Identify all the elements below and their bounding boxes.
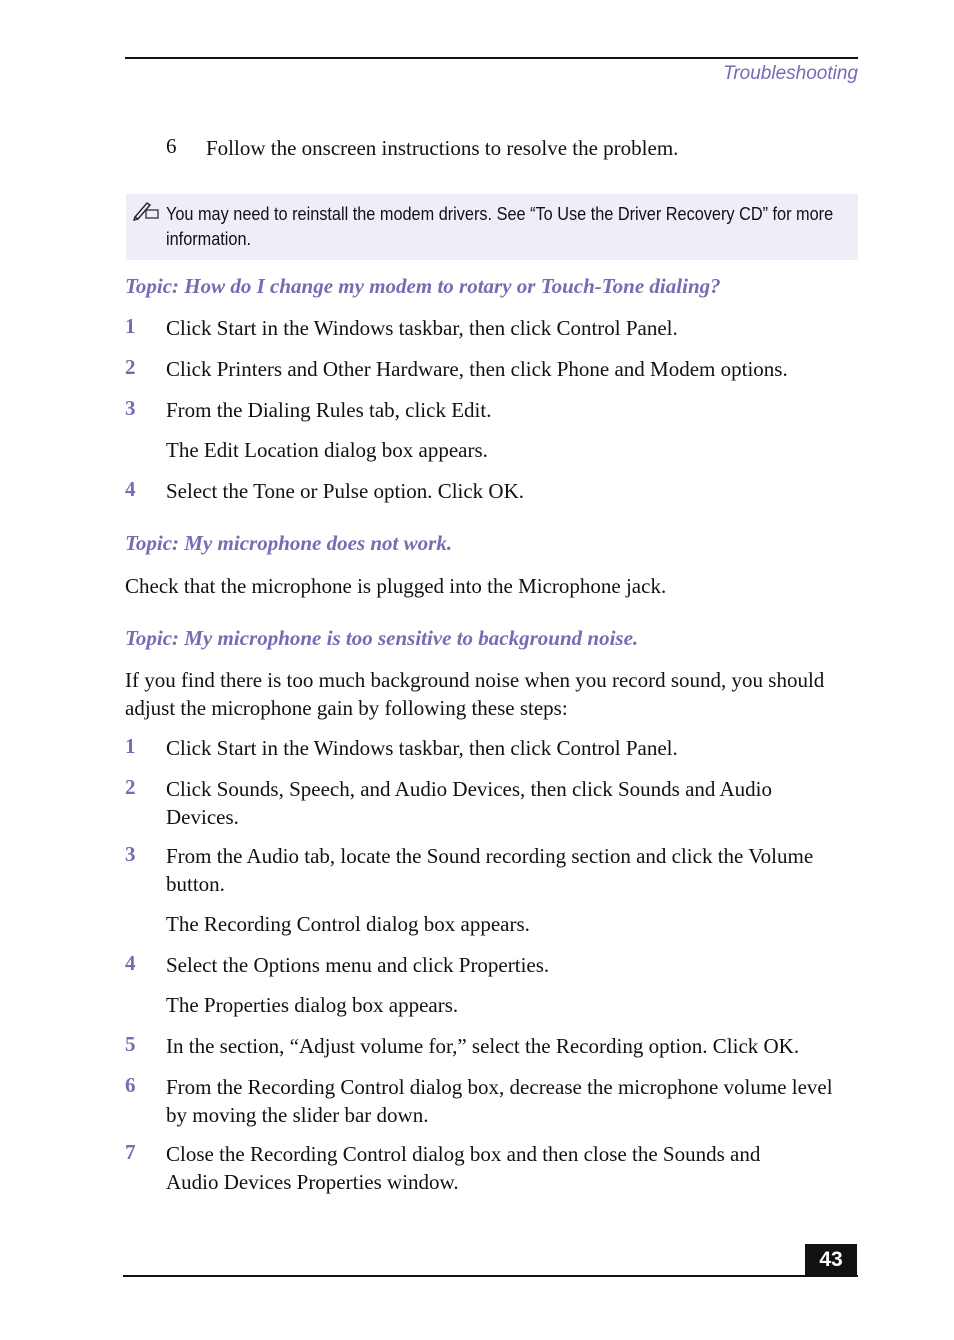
step-text: Click Sounds, Speech, and Audio Devices, then click Sounds and Audio Devices. xyxy=(166,777,773,829)
step-text: Select the Options menu and click Properties. xyxy=(166,953,550,977)
body-paragraph: Check that the microphone is plugged into the Microphone jack. xyxy=(125,574,667,598)
step-text: From the Recording Control dialog box, decrease the microphone volume level by moving the slider bar down. xyxy=(166,1075,833,1127)
step-followup: The Edit Location dialog box appears. xyxy=(166,438,488,462)
step-number: 3 xyxy=(125,396,136,420)
step-text: Click Start in the Windows taskbar, then click Control Panel. xyxy=(166,316,678,340)
step-number: 5 xyxy=(125,1032,136,1056)
step-number: 2 xyxy=(125,355,136,379)
footer-rule xyxy=(123,1275,858,1277)
intro-step-text: Follow the onscreen instructions to resolve the problem. xyxy=(206,136,679,160)
header-rule xyxy=(125,57,858,59)
step-text: In the section, “Adjust volume for,” select the Recording option. Click OK. xyxy=(166,1034,800,1058)
step-number: 7 xyxy=(125,1140,136,1164)
step-text: From the Audio tab, locate the Sound recording section and click the Volume button. xyxy=(166,844,814,896)
body-paragraph: If you find there is too much background noise when you record sound, you should adjust the microphone gain by following these steps: xyxy=(125,668,825,720)
header-title: Troubleshooting xyxy=(723,63,858,84)
step-number: 4 xyxy=(125,477,136,501)
topic-heading-microphone: Topic: My microphone does not work. xyxy=(125,531,453,555)
pencil-note-icon xyxy=(132,199,160,221)
topic-heading-noise: Topic: My microphone is too sensitive to background noise. xyxy=(125,626,639,650)
step-number: 4 xyxy=(125,951,136,975)
step-text: Select the Tone or Pulse option. Click OK. xyxy=(166,479,525,503)
note-text: You may need to reinstall the modem drivers. See “To Use the Driver Recovery CD” for more information. xyxy=(166,203,834,249)
step-followup: The Properties dialog box appears. xyxy=(166,993,459,1017)
step-number: 1 xyxy=(125,314,136,338)
step-number: 1 xyxy=(125,734,136,758)
step-number: 3 xyxy=(125,842,136,866)
topic-heading-dialing: Topic: How do I change my modem to rotary or Touch-Tone dialing? xyxy=(125,274,721,298)
step-text: From the Dialing Rules tab, click Edit. xyxy=(166,398,492,422)
step-text: Click Start in the Windows taskbar, then click Control Panel. xyxy=(166,736,678,760)
step-number: 6 xyxy=(125,1073,136,1097)
step-text: Click Printers and Other Hardware, then click Phone and Modem options. xyxy=(166,357,788,381)
step-text: Close the Recording Control dialog box and then close the Sounds and Audio Devices Properties window. xyxy=(166,1142,761,1194)
intro-step-number: 6 xyxy=(166,134,177,158)
page-number: 43 xyxy=(805,1244,857,1276)
step-number: 2 xyxy=(125,775,136,799)
step-followup: The Recording Control dialog box appears. xyxy=(166,912,530,936)
